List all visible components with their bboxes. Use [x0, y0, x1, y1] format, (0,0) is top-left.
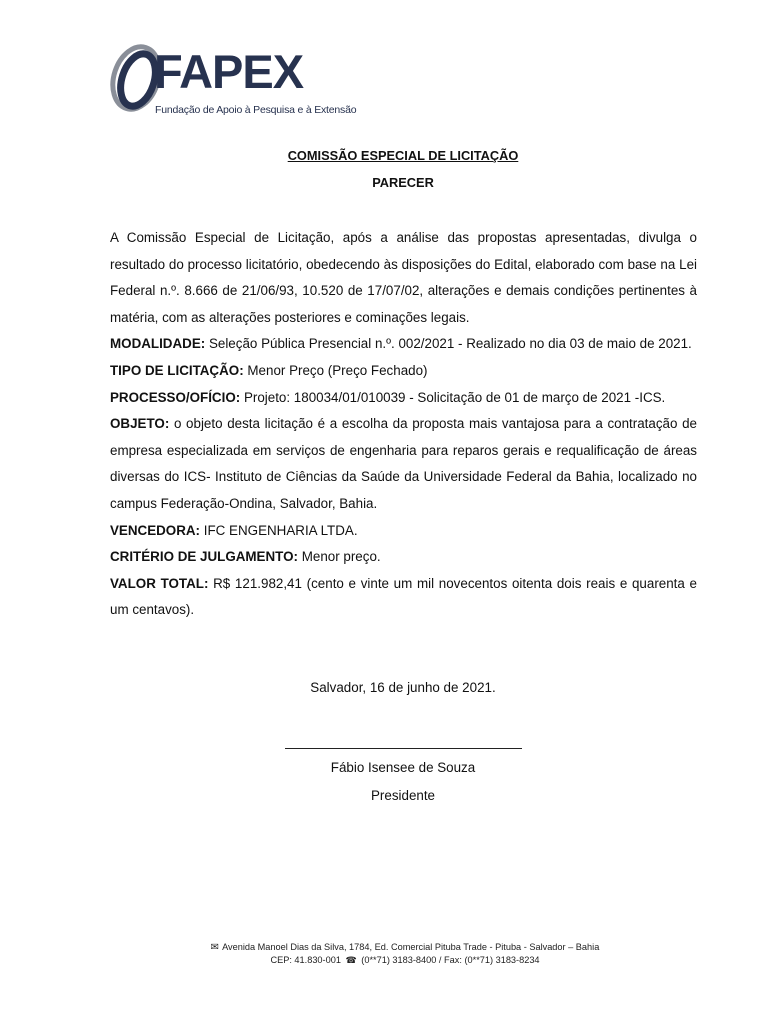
field-label: VALOR TOTAL:: [110, 575, 209, 591]
document-title: COMISSÃO ESPECIAL DE LICITAÇÃO: [287, 148, 519, 163]
field-criterio-julgamento: [110, 544, 697, 571]
field-tipo-licitacao: [110, 358, 697, 385]
intro-paragraph: A Comissão Especial de Licitação, após a análise das propostas apresentadas, divulga o resultado do processo licitatório, obedecendo às disposições do Edital, elaborado com base na Lei Federal n.º. 8.666 de 21/06/93, 10.520 de 17/07/02, alterações e demais condições pertinentes à matéria, com as alterações posteriores e cominações legais.: [110, 230, 697, 325]
signatory-name: Fábio Isensee de Souza: [330, 760, 476, 775]
logo-tagline: Fundação de Apoio à Pesquisa e à Extensão: [155, 104, 357, 116]
logo-wordmark: FAPEX: [154, 45, 304, 98]
document-body: [110, 225, 697, 624]
page-footer: [150, 941, 660, 966]
field-value: R$ 121.982,41 (cento e vinte um mil novecentos oitenta dois reais e quarenta e um centavos).: [110, 575, 697, 618]
signature-line: [285, 748, 522, 749]
footer-phone: (0**71) 3183-8400 / Fax: (0**71) 3183-8234: [361, 955, 540, 965]
field-value: Menor preço.: [301, 549, 381, 565]
field-label: VENCEDORA:: [110, 522, 201, 538]
field-vencedora: [110, 518, 697, 545]
field-value: Projeto: 180034/01/010039 - Solicitação de 01 de março de 2021 -ICS.: [243, 389, 666, 405]
footer-address: Avenida Manoel Dias da Silva, 1784, Ed. Comercial Pituba Trade - Pituba - Salvador – Bahia: [222, 942, 600, 952]
field-label: TIPO DE LICITAÇÃO:: [110, 362, 244, 378]
phone-icon: ☎: [345, 955, 357, 965]
envelope-icon: ✉: [210, 942, 220, 953]
field-valor-total: [110, 571, 697, 624]
field-processo-oficio: [110, 385, 697, 412]
document-date: Salvador, 16 de junho de 2021.: [310, 680, 496, 695]
field-value: Menor Preço (Preço Fechado): [247, 362, 428, 378]
field-label: MODALIDADE:: [110, 336, 206, 352]
footer-contact-line: [150, 954, 660, 966]
document-subtitle: PARECER: [372, 175, 434, 190]
footer-cep: CEP: 41.830-001: [270, 955, 341, 965]
field-value: Seleção Pública Presencial n.º. 002/2021 - Realizado no dia 03 de maio de 2021.: [208, 336, 692, 352]
field-modalidade: [110, 331, 697, 358]
fapex-logo: [108, 40, 357, 122]
field-label: PROCESSO/OFÍCIO:: [110, 389, 241, 405]
field-label: OBJETO:: [110, 416, 170, 432]
field-value: IFC ENGENHARIA LTDA.: [203, 522, 358, 538]
footer-address-line: [150, 941, 660, 954]
signatory-role: Presidente: [370, 788, 436, 803]
field-objeto: [110, 411, 697, 517]
field-value: o objeto desta licitação é a escolha da proposta mais vantajosa para a contratação de empresa especializada em serviços de engenharia para reparos gerais e requalificação de áreas diversas do ICS- Instituto de Ciências da Saúde da Universidade Federal da Bahia, localizado no campus Federação-Ondina, Salvador, Bahia.: [110, 416, 697, 511]
field-label: CRITÉRIO DE JULGAMENTO:: [110, 549, 298, 565]
